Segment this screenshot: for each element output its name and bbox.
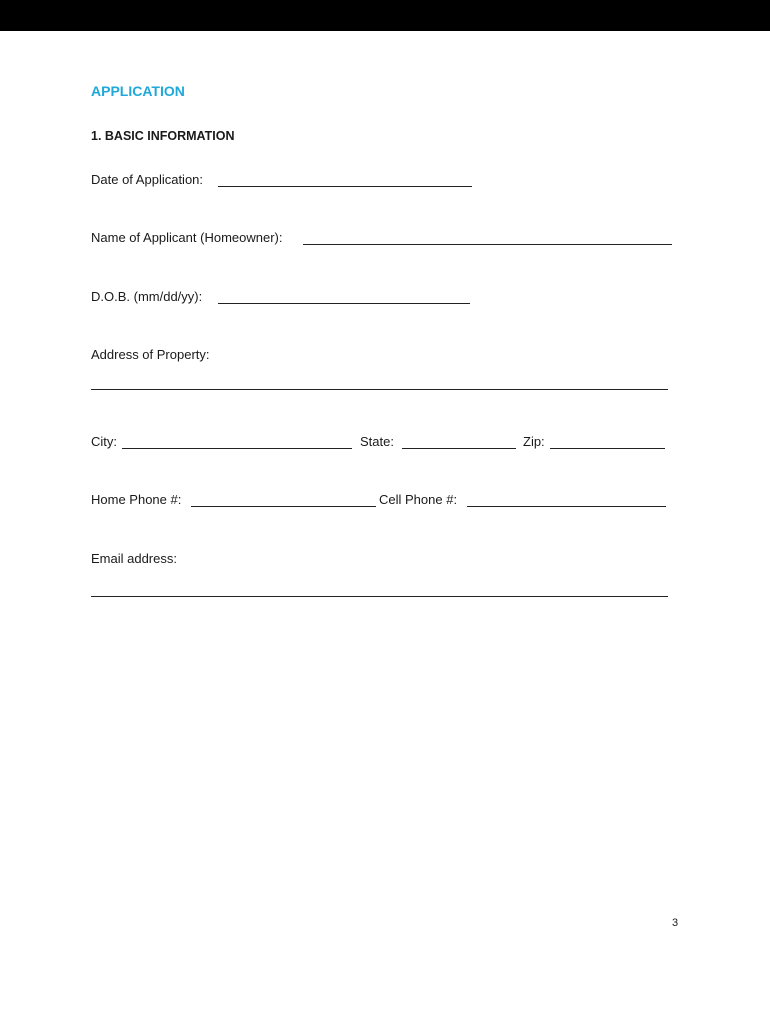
- cell-phone-label: Cell Phone #:: [379, 492, 458, 507]
- address-of-property-line[interactable]: [91, 389, 668, 390]
- email-line[interactable]: [91, 596, 668, 597]
- dob-line[interactable]: [218, 303, 470, 304]
- name-of-applicant-line[interactable]: [303, 244, 672, 245]
- state-label: State:: [360, 434, 394, 449]
- section-title: 1. BASIC INFORMATION: [91, 129, 235, 143]
- cell-phone-line[interactable]: [467, 506, 666, 507]
- date-of-application-line[interactable]: [218, 186, 472, 187]
- top-black-bar: [0, 0, 770, 31]
- city-label: City:: [91, 434, 117, 449]
- home-phone-line[interactable]: [191, 506, 376, 507]
- address-of-property-label: Address of Property:: [91, 347, 210, 362]
- city-line[interactable]: [122, 448, 352, 449]
- date-of-application-label: Date of Application:: [91, 172, 204, 187]
- zip-label: Zip:: [523, 434, 545, 449]
- page-number: 3: [672, 917, 679, 929]
- home-phone-label: Home Phone #:: [91, 492, 182, 507]
- document-page: [0, 31, 770, 1024]
- email-label: Email address:: [91, 551, 177, 566]
- zip-line[interactable]: [550, 448, 665, 449]
- state-line[interactable]: [402, 448, 516, 449]
- dob-label: D.O.B. (mm/dd/yy):: [91, 289, 203, 304]
- name-of-applicant-label: Name of Applicant (Homeowner):: [91, 230, 283, 245]
- page-title: APPLICATION: [91, 83, 185, 99]
